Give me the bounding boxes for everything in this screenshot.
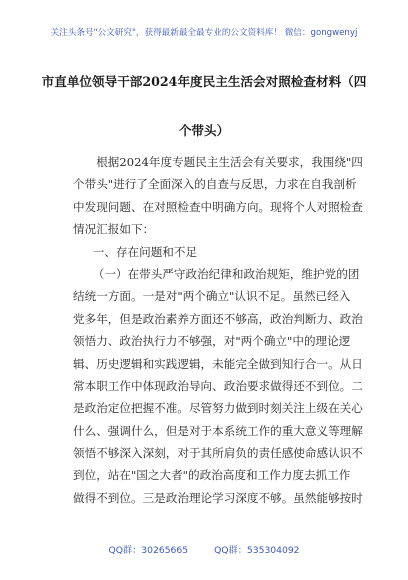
body-line: 辑、历史逻辑和实践逻辑，未能完全做到知行合一。从日 [73,356,363,371]
body-line: 党多年，但是政治素养方面还不够高，政治判断力、政治 [73,311,363,326]
document-title-line-1: 市直单位领导干部2024年度民主生活会对照检查材料（四 [41,74,367,89]
body-line: 根据2024年度专题民主生活会有关要求，我围绕"四 [96,155,363,169]
body-line: 个带头"进行了全面深入的自查与反思，力求在自我剖析 [73,177,357,192]
body-line: 领悟不够深入深刻，对于其所肩负的责任感使命感认识不 [73,446,363,461]
body-line: 常本职工作中体现政治导向、政治要求做得还不到位。二 [73,378,363,393]
body-line: 到位，站在"国之大者"的政治高度和工作力度去抓工作 [73,468,351,483]
body-line: 中发现问题、在对照检查中明确方向。现将个人对照检查 [73,199,363,214]
body-line: 做得不到位。三是政治理论学习深度不够。虽然能够按时 [73,490,363,505]
footer [0,542,408,556]
document-title-line-2: 个带头） [178,123,230,138]
body-line: 情况汇报如下： [73,222,155,237]
section-heading: 一、存在问题和不足 [92,244,198,259]
body-line: 领悟力、政治执行力不够强，对"两个确立"中的理论逻 [73,334,351,349]
body-line: （一）在带头严守政治纪律和政治规矩，维护党的团 [92,266,360,281]
body-line: 什么、强调什么，但是对于本系统工作的重大意义等理解 [73,423,363,438]
header-note: 关注头条号"公文研究"，获得最新最全最专业的公文资料库！ 微信：gongwenyj [50,28,358,38]
body-line: 结统一方面。一是对"两个确立"认识不足。虽然已经入 [73,289,351,304]
document-body [73,151,363,509]
body-line: 是政治定位把握不准。尽管努力做到时刻关注上级在关心 [73,401,363,416]
footer-qq-group-1: QQ群：30265665 [108,545,189,556]
footer-qq-group-2: QQ群：535304092 [214,545,300,556]
